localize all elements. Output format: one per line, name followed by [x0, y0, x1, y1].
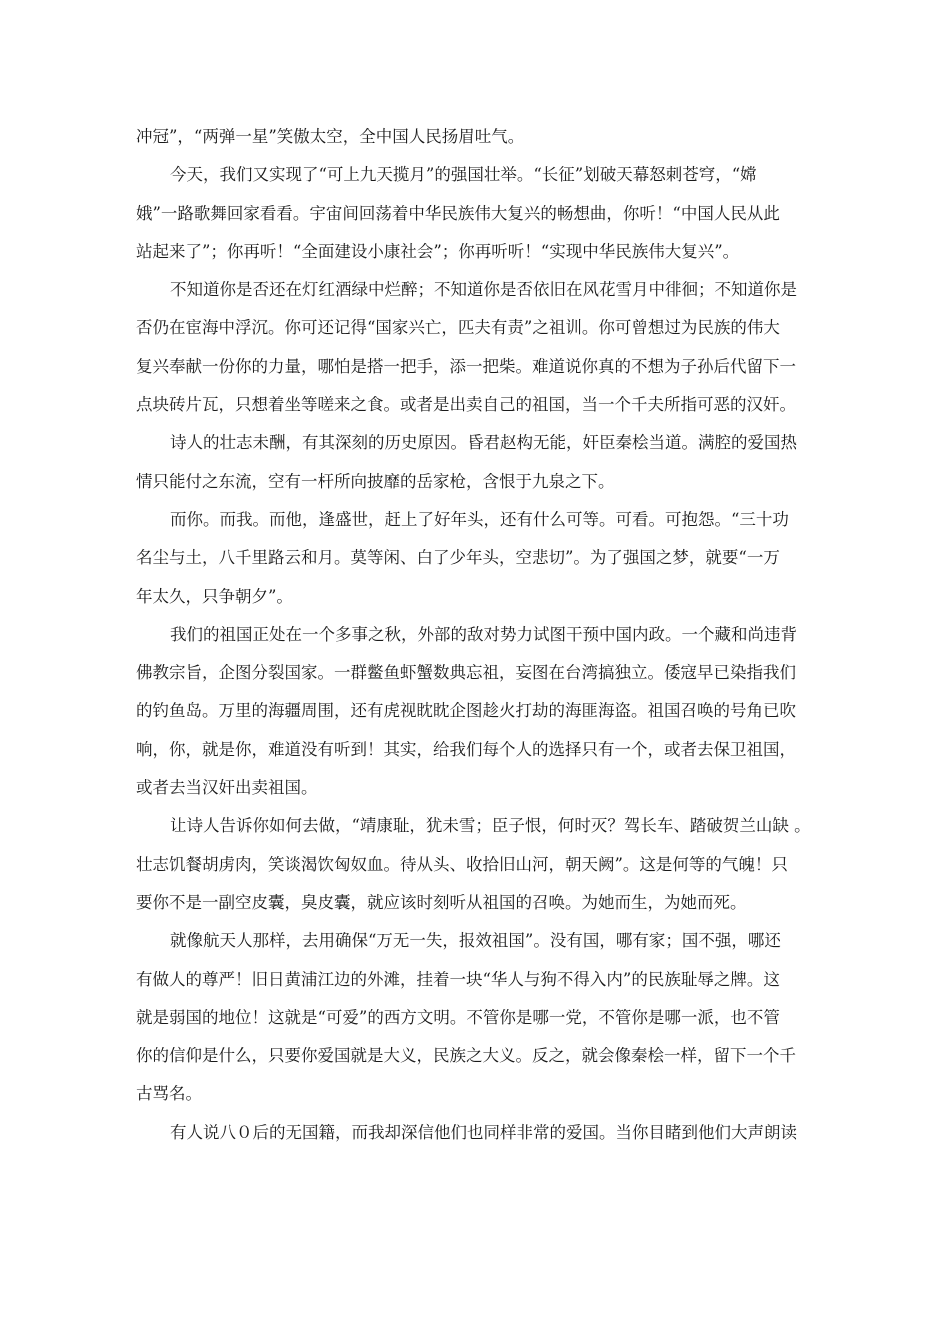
- document-body: [136, 118, 826, 1152]
- text-line: 古骂名。: [136, 1084, 202, 1104]
- text-line: 佛教宗旨，企图分裂国家。一群鳖鱼虾蟹数典忘祖，妄图在台湾搞独立。倭寇早已染指我们: [136, 663, 796, 683]
- text-line: 情只能付之东流，空有一杆所向披靡的岳家枪，含恨于九泉之下。: [136, 471, 615, 491]
- text-line: 冲冠”，“两弹一星”笑傲太空，全中国人民扬眉吐气。: [136, 127, 525, 146]
- text-line: 不知道你是否还在灯红酒绿中烂醉；不知道你是否依旧在风花雪月中徘徊；不知道你是: [170, 280, 797, 300]
- text-line: 壮志饥餐胡虏肉，笑谈渴饮匈奴血。待从头、收拾旧山河，朝天阙”。这是何等的气魄！只: [136, 854, 788, 874]
- text-line: 有做人的尊严！旧日黄浦江边的外滩，挂着一块“华人与狗不得入内”的民族耻辱之牌。这: [136, 969, 780, 989]
- text-line: 名尘与土，八千里路云和月。莫等闲、白了少年头，空悲切”。为了强国之梦，就要“一万: [136, 548, 780, 568]
- text-line: 年太久，只争朝夕”。: [136, 586, 293, 606]
- text-line: 诗人的壮志未酬，有其深刻的历史原因。昏君赵构无能，奸臣秦桧当道。满腔的爱国热: [170, 433, 797, 453]
- text-line: 我们的祖国正处在一个多事之秋，外部的敌对势力试图干预中国内政。一个藏和尚违背: [170, 624, 797, 644]
- text-line: 就是弱国的地位！这就是“可爱”的西方文明。不管你是哪一党，不管你是哪一派，也不管: [136, 1007, 780, 1027]
- text-line: 或者去当汉奸出卖祖国。: [136, 778, 318, 798]
- text-line: 响，你，就是你，难道没有听到！其实，给我们每个人的选择只有一个，或者去保卫祖国，: [136, 739, 796, 759]
- text-line: 你的信仰是什么，只要你爱国就是大义，民族之大义。反之，就会像秦桧一样，留下一个千: [136, 1046, 796, 1066]
- text-line: 站起来了”；你再听！“全面建设小康社会”；你再听听！“实现中华民族伟大复兴”。: [136, 241, 740, 261]
- text-line: 有人说八０后的无国籍，而我却深信他们也同样非常的爱国。当你目睹到他们大声朗读: [170, 1122, 797, 1142]
- text-line: 否仍在宦海中浮沉。你可还记得“国家兴亡，匹夫有责”之祖训。你可曾想过为民族的伟大: [136, 318, 780, 338]
- text-line: 让诗人告诉你如何去做，“靖康耻，犹未雪；臣子恨，何时灭？驾长车、踏破贺兰山缺 。: [170, 816, 811, 836]
- text-line: 今天，我们又实现了“可上九天揽月”的强国壮举。“长征”划破天幕怒刺苍穹，“嫦: [170, 165, 757, 185]
- text-line: 点块砖片瓦，只想着坐等嗟来之食。或者是出卖自己的祖国，当一个千夫所指可恶的汉奸。: [136, 395, 796, 415]
- text-line: 而你。而我。而他，逢盛世，赶上了好年头，还有什么可等。可看。可抱怨。“三十功: [170, 509, 789, 529]
- text-line: 娥”一路歌舞回家看看。宇宙间回荡着中华民族伟大复兴的畅想曲，你听！“中国人民从此: [136, 203, 780, 223]
- text-line: 要你不是一副空皮囊，臭皮囊，就应该时刻听从祖国的召唤。为她而生，为她而死。: [136, 892, 747, 912]
- text-line: 就像航天人那样，去用确保“万无一失，报效祖国”。没有国，哪有家；国不强，哪还: [170, 931, 781, 951]
- text-line: 复兴奉献一份你的力量，哪怕是搭一把手，添一把柴。难道说你真的不想为子孙后代留下一: [136, 356, 796, 376]
- text-line: 的钓鱼岛。万里的海疆周围，还有虎视眈眈企图趁火打劫的海匪海盗。祖国召唤的号角已吹: [136, 701, 796, 721]
